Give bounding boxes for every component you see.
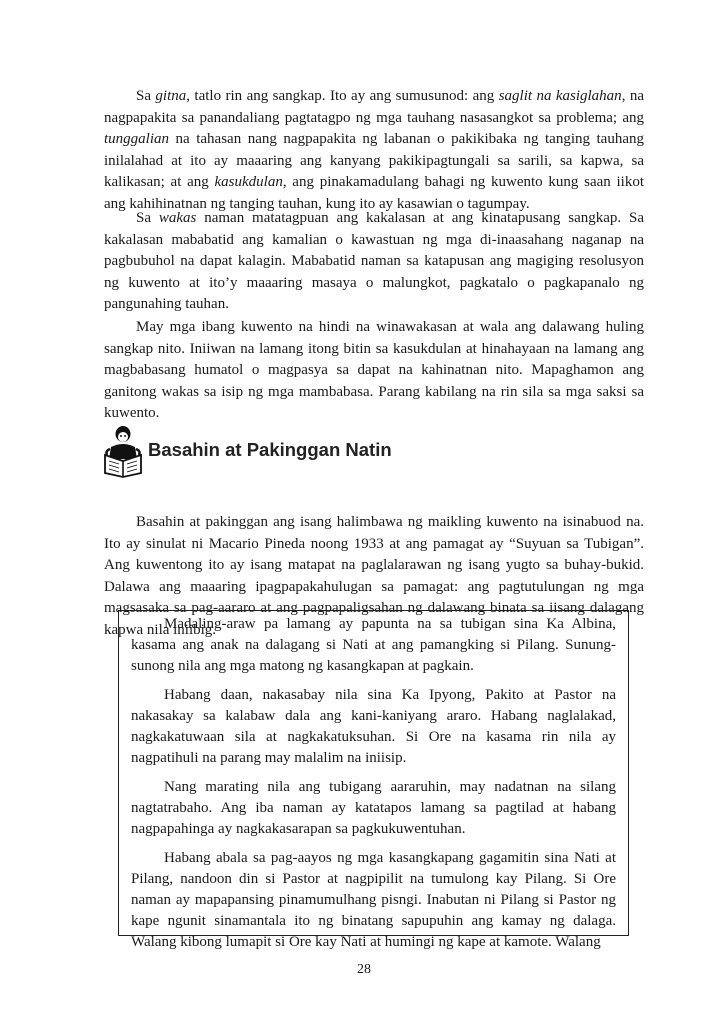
text-run: Basahin at pakinggan ang isang halimbawa ng maikling kuwento na isinabuod na. Ito ay sinulat ni Macario Pineda noong 1933 at ang pamagat ay “Suyuan sa Tubigan”. Ang kuwentong ito ay isang matapat na paglalarawan ng isang yugto sa buhay-bukid. Dalawa ang maaaring ipagpapakahulugan sa pamagat: ang pagtutulungan ng mga magsasaka sa pag-aararo at ang pagpapaligsahan ng dalawang binata sa iisang dalagang kapwa nila iniibig.: [104, 514, 644, 638]
italic-term: wakas: [158, 210, 197, 226]
paragraph-bitin: [104, 317, 644, 425]
text-run: May mga ibang kuwento na hindi na winawakasan at wala ang dalawang huling sangkap nito. Iniiwan na lamang itong bitin sa kasukdulan at hinahayaan na lamang ang magbabasang humatol o magpasya sa dapat na kahinatnan nito. Mapaghamon ang ganitong wakas sa isip ng mga mambabasa. Parang kabilang na rin sila sa mga saksi sa kuwento.: [104, 319, 644, 422]
story-paragraph: Madaling-araw pa lamang ay papunta na sa tubigan sina Ka Albina, kasama ang anak na dalagang si Nati at ang pamangking si Pilang. Sunung-sunong nila ang mga matong ng kasangkapan at pagkain.: [131, 616, 616, 674]
text-run: na tahasan nang nagpapakita ng labanan o pakikibaka ng tanging tauhang inilalahad at ito ay maaaring ang kanyang pakikipagtungali sa sarili, sa kapwa, sa kalikasan; at ang: [104, 131, 644, 191]
story-excerpt-box: [118, 610, 629, 950]
text-run: , ang pinakamadulang bahagi ng kuwento kung saan iikot ang kahihinatnan ng tanging tauhan, kung ito ay kasawian o tagumpay.: [104, 174, 645, 212]
reading-person-icon: [102, 425, 144, 477]
text-run: Sa: [136, 88, 156, 104]
section-header: [102, 425, 642, 477]
text-run: naman matatagpuan ang kakalasan at ang kinatapusang sangkap. Sa kakalasan mababatid ang kamalian o kawastuan ng mga di-inaasahang naganap na pagbubuhol na dapat kalagin. Mababatid naman sa katapusan ang magiging resolusyon ng kuwento at ito’y maaaring masaya o malungkot, pagkatalo o pagkapanalo ng pangunahing tauhan.: [104, 210, 644, 313]
text-run: Sa: [136, 210, 159, 226]
section-heading: Basahin at Pakinggan Natin: [148, 439, 392, 460]
italic-term: tunggalian: [104, 131, 170, 148]
story-paragraph: Habang daan, nakasabay nila sina Ka Ipyong, Pakito at Pastor na nakasakay sa kalabaw dala ang kani-kaniyang araro. Habang naglalakad, nagkakatuwaan sila at nagkakatuksuhan. Si Ore na kasama rin nila ay nagpatihuli na parang may malalim na iniisip.: [131, 687, 616, 766]
story-paragraph: Habang abala sa pag-aayos ng mga kasangkapang gagamitin sina Nati at Pilang, nandoon din si Pastor at nagpipilit na tumulong kay Pilang. Si Ore naman ay mapapansing pinamumulhang pisngi. Inabutan ni Pilang si Pastor ng kape ngunit sinamantala ito ng binatang sapupuhin ang kamay ng dalaga. Walang kibong lumapit si Ore kay Nati at humingi ng kape at kamote. Walang: [131, 850, 616, 950]
paragraph-gitna: [104, 86, 644, 216]
italic-term: gitna: [155, 88, 187, 104]
italic-term: saglit na kasiglahan: [498, 88, 622, 104]
italic-term: kasukdulan: [214, 174, 283, 191]
paragraph-wakas: [104, 208, 644, 316]
story-paragraph: Nang marating nila ang tubigang aararuhin, may nadatnan na silang nagtatrabaho. Ang iba naman ay katatapos lamang sa pagtilad at habang nagpapahinga ay nagkakasarapan sa pagkukuwentuhan.: [131, 779, 616, 837]
page-number: 28: [357, 962, 371, 977]
text-run: , na nagpapakita sa panandaliang pagtatagpo ng mga tauhang nasasangkot sa problema; ang: [104, 88, 645, 126]
text-run: , tatlo rin ang sangkap. Ito ay ang sumusunod: ang: [186, 88, 499, 104]
